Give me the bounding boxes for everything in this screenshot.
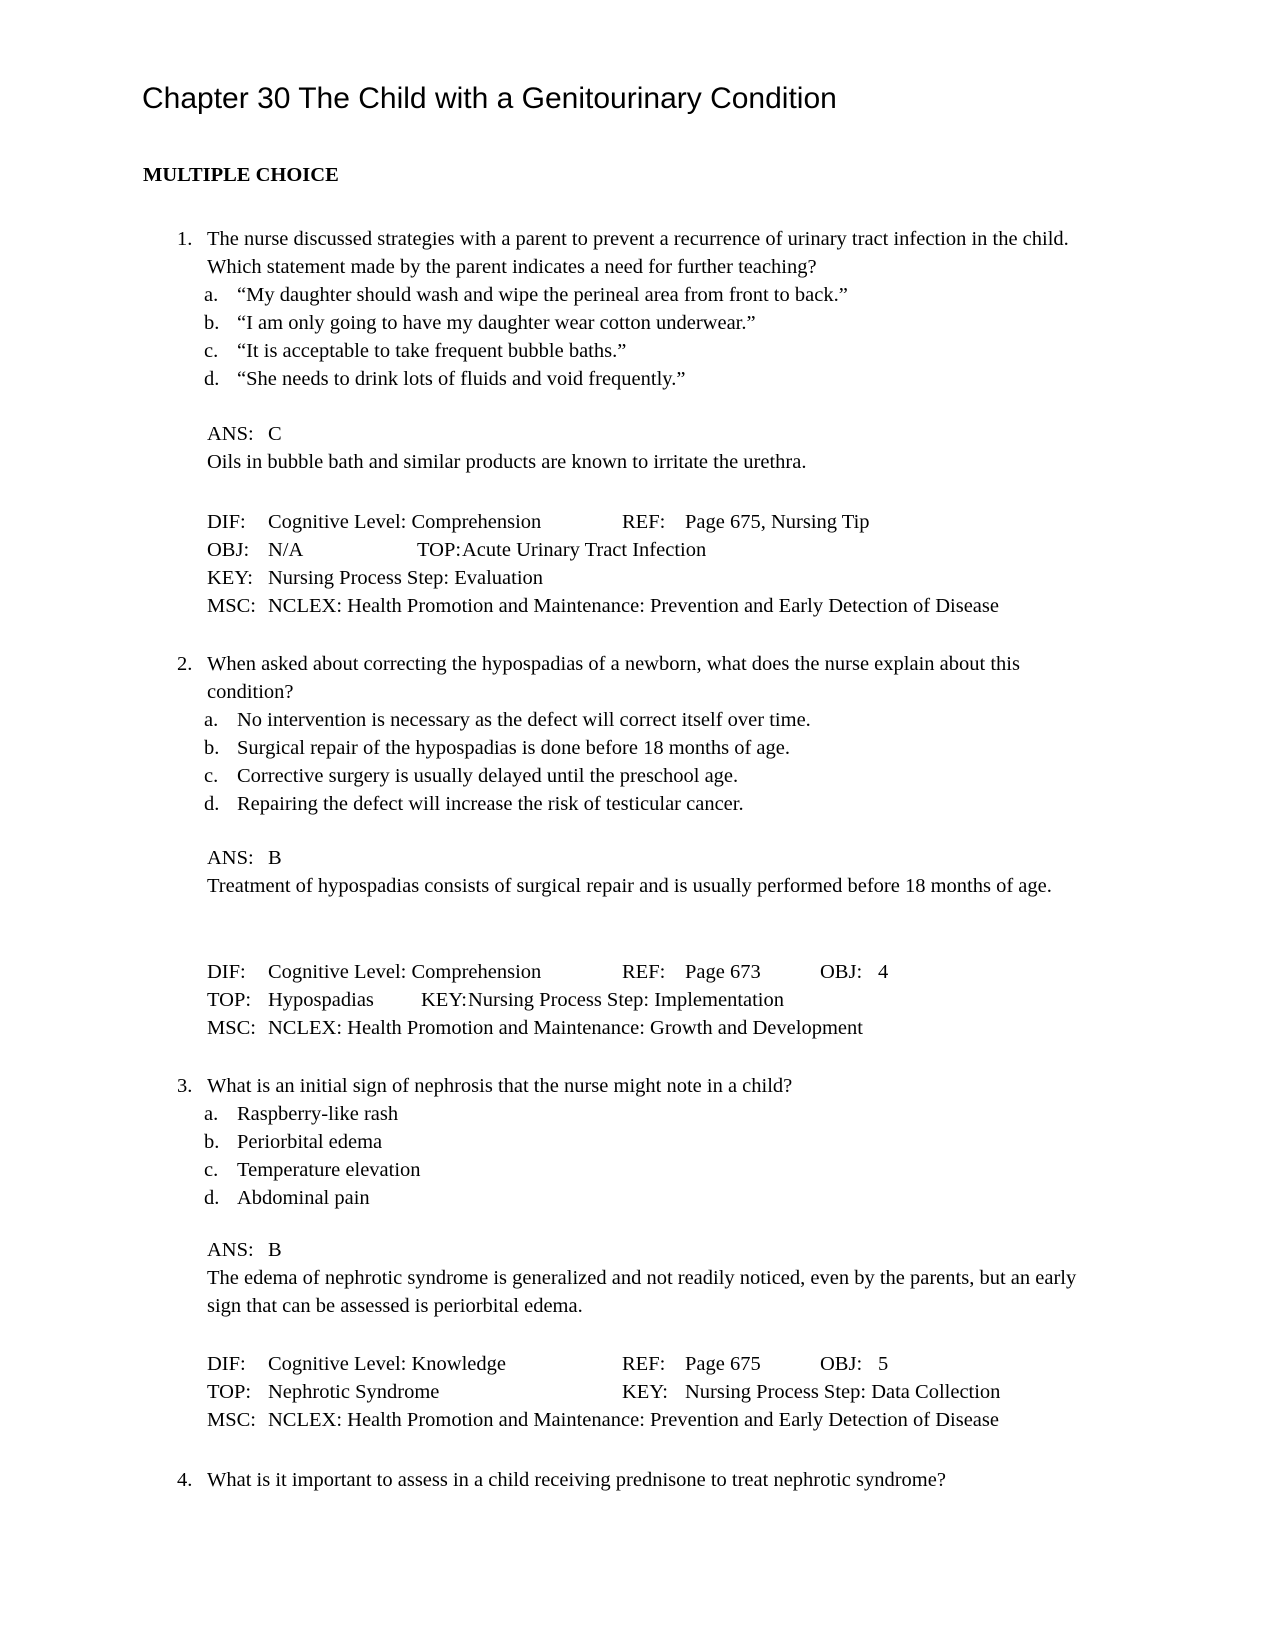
- meta-label: OBJ:: [207, 539, 250, 561]
- meta-label: TOP:: [207, 1381, 252, 1403]
- meta-row: [0, 1014, 1275, 1042]
- answer-rationale: The edema of nephrotic syndrome is generalized and not readily noticed, even by the parents, but an early sign that can be assessed is periorbital edema.: [207, 1267, 1077, 1317]
- choice-text: Repairing the defect will increase the risk of testicular cancer.: [237, 793, 744, 815]
- meta-block-3: [0, 1350, 1275, 1434]
- meta-label: DIF:: [207, 511, 246, 533]
- meta-value: Page 673: [685, 961, 761, 983]
- choice-letter: d.: [204, 1187, 220, 1209]
- question-stem: What is an initial sign of nephrosis that the nurse might note in a child?: [207, 1075, 793, 1097]
- choice-row-b: [204, 309, 1275, 337]
- answer-block-2: [0, 844, 1275, 900]
- choice-row-d: [204, 1184, 1275, 1212]
- choice-row-d: [204, 365, 1275, 393]
- meta-value: Nephrotic Syndrome: [268, 1381, 440, 1403]
- choice-letter: a.: [204, 709, 219, 731]
- choice-letter: d.: [204, 368, 220, 390]
- meta-value: Cognitive Level: Comprehension: [268, 511, 542, 533]
- answer-value: C: [268, 423, 282, 445]
- meta-value: N/A: [268, 539, 304, 561]
- choice-text: “It is acceptable to take frequent bubble baths.”: [237, 340, 627, 362]
- choice-letter: a.: [204, 284, 219, 306]
- question-2: [0, 650, 1275, 818]
- meta-value: Nursing Process Step: Evaluation: [268, 567, 544, 589]
- choice-text: “I am only going to have my daughter wear cotton underwear.”: [237, 312, 756, 334]
- meta-label: TOP:: [207, 989, 252, 1011]
- question-number: 4.: [177, 1469, 193, 1491]
- answer-rationale: Oils in bubble bath and similar products are known to irritate the urethra.: [207, 451, 807, 473]
- choice-letter: b.: [204, 1131, 220, 1153]
- answer-label: ANS:: [207, 423, 254, 445]
- meta-value: Acute Urinary Tract Infection: [462, 539, 707, 561]
- choice-row-a: [204, 281, 1275, 309]
- meta-value: Hypospadias: [268, 989, 374, 1011]
- question-stem-row: [177, 1072, 1275, 1100]
- question-number: 1.: [177, 228, 193, 250]
- meta-value: Nursing Process Step: Implementation: [468, 989, 784, 1011]
- meta-label: OBJ:: [820, 1353, 863, 1375]
- choice-row-b: [204, 734, 1275, 762]
- choice-row-c: [204, 762, 1275, 790]
- answer-block-1: [0, 420, 1275, 476]
- choice-text: Abdominal pain: [237, 1187, 370, 1209]
- meta-row: [0, 564, 1275, 592]
- meta-row: [0, 536, 1275, 564]
- meta-row: [0, 508, 1275, 536]
- question-stem-row: [177, 1466, 1275, 1494]
- meta-row: [0, 592, 1275, 620]
- choice-letter: b.: [204, 737, 220, 759]
- meta-value: NCLEX: Health Promotion and Maintenance: Prevention and Early Detection of Disease: [268, 1409, 999, 1431]
- meta-label: REF:: [622, 511, 666, 533]
- choice-row-a: [204, 706, 1275, 734]
- choice-row-a: [204, 1100, 1275, 1128]
- meta-label: DIF:: [207, 1353, 246, 1375]
- choice-row-c: [204, 337, 1275, 365]
- question-3: [0, 1072, 1275, 1212]
- meta-label: KEY:: [622, 1381, 668, 1403]
- answer-label: ANS:: [207, 1239, 254, 1261]
- choice-text: “She needs to drink lots of fluids and void frequently.”: [237, 368, 686, 390]
- choice-text: Corrective surgery is usually delayed until the preschool age.: [237, 765, 739, 787]
- meta-row: [0, 958, 1275, 986]
- meta-value: Nursing Process Step: Data Collection: [685, 1381, 1001, 1403]
- meta-label: DIF:: [207, 961, 246, 983]
- meta-label: KEY:: [421, 989, 467, 1011]
- meta-row: [0, 986, 1275, 1014]
- meta-value: NCLEX: Health Promotion and Maintenance: Growth and Development: [268, 1017, 863, 1039]
- meta-label: KEY:: [207, 567, 253, 589]
- question-stem-row: [177, 225, 1275, 281]
- choice-letter: d.: [204, 793, 220, 815]
- question-number: 2.: [177, 653, 193, 675]
- meta-value: Page 675: [685, 1353, 761, 1375]
- meta-label: REF:: [622, 1353, 666, 1375]
- answer-line: [0, 1236, 1275, 1264]
- choice-row-c: [204, 1156, 1275, 1184]
- meta-label: OBJ:: [820, 961, 863, 983]
- choice-text: Raspberry-like rash: [237, 1103, 399, 1125]
- choice-row-d: [204, 790, 1275, 818]
- meta-row: [0, 1350, 1275, 1378]
- meta-block-2: [0, 958, 1275, 1042]
- choice-letter: a.: [204, 1103, 219, 1125]
- choice-text: No intervention is necessary as the defect will correct itself over time.: [237, 709, 811, 731]
- choice-letter: c.: [204, 1159, 219, 1181]
- choice-text: Temperature elevation: [237, 1159, 421, 1181]
- question-1: [0, 225, 1275, 393]
- choice-text: Surgical repair of the hypospadias is done before 18 months of age.: [237, 737, 790, 759]
- meta-label: REF:: [622, 961, 666, 983]
- meta-value: Cognitive Level: Knowledge: [268, 1353, 506, 1375]
- choice-row-b: [204, 1128, 1275, 1156]
- question-stem: When asked about correcting the hypospadias of a newborn, what does the nurse explain about this condition?: [207, 653, 1020, 703]
- meta-block-1: [0, 508, 1275, 620]
- choice-letter: c.: [204, 340, 219, 362]
- question-4: [0, 1466, 1275, 1494]
- answer-value: B: [268, 1239, 282, 1261]
- answer-line: [0, 420, 1275, 448]
- answer-line: [0, 844, 1275, 872]
- meta-value: NCLEX: Health Promotion and Maintenance: Prevention and Early Detection of Disease: [268, 595, 999, 617]
- question-stem: The nurse discussed strategies with a parent to prevent a recurrence of urinary tract infection in the child. Which statement made by the parent indicates a need for further teaching?: [207, 228, 1069, 278]
- question-stem: What is it important to assess in a child receiving prednisone to treat nephrotic syndrome?: [207, 1469, 946, 1491]
- meta-label: TOP:: [417, 539, 462, 561]
- answer-label: ANS:: [207, 847, 254, 869]
- meta-row: [0, 1378, 1275, 1406]
- meta-value: Cognitive Level: Comprehension: [268, 961, 542, 983]
- answer-rationale: Treatment of hypospadias consists of surgical repair and is usually performed before 18 months of age.: [207, 875, 1052, 897]
- page-title: Chapter 30 The Child with a Genitourinary Condition: [142, 82, 837, 115]
- question-stem-row: [177, 650, 1275, 706]
- choice-letter: b.: [204, 312, 220, 334]
- meta-label: MSC:: [207, 595, 256, 617]
- choice-text: “My daughter should wash and wipe the perineal area from front to back.”: [237, 284, 848, 306]
- meta-value: 4: [878, 961, 889, 983]
- choice-letter: c.: [204, 765, 219, 787]
- meta-label: MSC:: [207, 1409, 256, 1431]
- meta-row: [0, 1406, 1275, 1434]
- section-heading: MULTIPLE CHOICE: [143, 164, 339, 186]
- answer-block-3: [0, 1236, 1275, 1320]
- choice-text: Periorbital edema: [237, 1131, 383, 1153]
- meta-value: 5: [878, 1353, 889, 1375]
- meta-label: MSC:: [207, 1017, 256, 1039]
- answer-value: B: [268, 847, 282, 869]
- meta-value: Page 675, Nursing Tip: [685, 511, 870, 533]
- question-number: 3.: [177, 1075, 193, 1097]
